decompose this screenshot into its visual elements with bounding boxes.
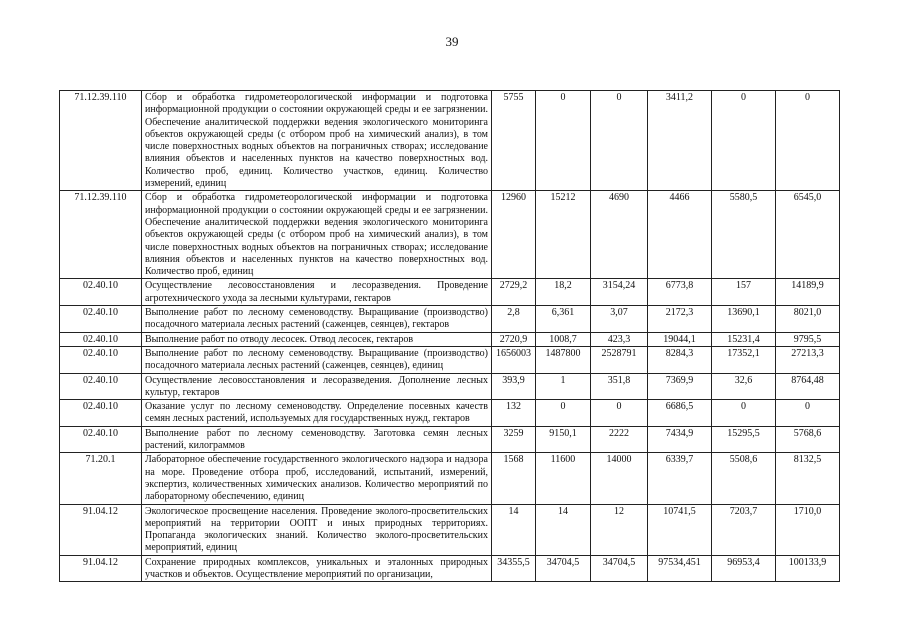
table-row xyxy=(60,400,840,427)
data-table xyxy=(59,90,840,582)
row-value-5: 0 xyxy=(712,400,776,427)
row-value-6: 27213,3 xyxy=(776,346,840,373)
row-value-5: 15231,4 xyxy=(712,332,776,346)
table-row xyxy=(60,279,840,306)
row-description: Выполнение работ по лесному семеноводству. Выращивание (производство) посадочного материала лесных растений (саженцев, сеянцев), гектаров xyxy=(142,306,492,333)
page-number: 39 xyxy=(445,34,459,49)
table-row xyxy=(60,191,840,279)
row-value-1: 2729,2 xyxy=(492,279,536,306)
row-value-6: 6545,0 xyxy=(776,191,840,279)
row-value-5: 0 xyxy=(712,91,776,191)
table-row xyxy=(60,504,840,555)
row-value-1: 132 xyxy=(492,400,536,427)
row-value-4: 3411,2 xyxy=(648,91,712,191)
row-value-4: 4466 xyxy=(648,191,712,279)
row-value-3: 0 xyxy=(591,91,648,191)
table-row xyxy=(60,346,840,373)
row-value-1: 2,8 xyxy=(492,306,536,333)
row-value-2: 1487800 xyxy=(536,346,591,373)
row-value-1: 1656003 xyxy=(492,346,536,373)
row-value-1: 393,9 xyxy=(492,373,536,400)
table-row xyxy=(60,306,840,333)
row-value-1: 5755 xyxy=(492,91,536,191)
row-value-4: 2172,3 xyxy=(648,306,712,333)
row-value-3: 3,07 xyxy=(591,306,648,333)
row-value-5: 96953,4 xyxy=(712,555,776,581)
row-code: 02.40.10 xyxy=(60,346,142,373)
row-value-2: 18,2 xyxy=(536,279,591,306)
row-value-2: 14 xyxy=(536,504,591,555)
row-value-6: 0 xyxy=(776,400,840,427)
row-value-1: 1568 xyxy=(492,453,536,504)
row-code: 02.40.10 xyxy=(60,426,142,453)
table-row xyxy=(60,373,840,400)
row-value-2: 6,361 xyxy=(536,306,591,333)
row-value-1: 14 xyxy=(492,504,536,555)
row-value-6: 0 xyxy=(776,91,840,191)
row-value-6: 14189,9 xyxy=(776,279,840,306)
row-description: Сбор и обработка гидрометеорологической информации и подготовка информационной продукции о состоянии окружающей среды и ее загрязнении. Обеспечение аналитической поддержки ведения экологического мониторинга объектов окружающей среды (с отбором проб на химический анализ), в том числе поверхностных водных объектов на пограничных створах; исследование влияния объектов и населенных пунктов на качество поверхностных вод. Количество проб, единиц xyxy=(142,191,492,279)
row-value-2: 0 xyxy=(536,91,591,191)
row-value-2: 15212 xyxy=(536,191,591,279)
row-value-3: 0 xyxy=(591,400,648,427)
row-value-4: 6773,8 xyxy=(648,279,712,306)
row-code: 91.04.12 xyxy=(60,504,142,555)
row-value-5: 15295,5 xyxy=(712,426,776,453)
row-code: 71.20.1 xyxy=(60,453,142,504)
row-value-3: 4690 xyxy=(591,191,648,279)
row-value-4: 10741,5 xyxy=(648,504,712,555)
row-value-6: 1710,0 xyxy=(776,504,840,555)
row-code: 91.04.12 xyxy=(60,555,142,581)
table-row xyxy=(60,453,840,504)
row-value-6: 5768,6 xyxy=(776,426,840,453)
table-row xyxy=(60,91,840,191)
table-row xyxy=(60,555,840,581)
row-value-3: 3154,24 xyxy=(591,279,648,306)
row-value-5: 157 xyxy=(712,279,776,306)
table-row xyxy=(60,332,840,346)
row-code: 71.12.39.110 xyxy=(60,91,142,191)
row-value-2: 34704,5 xyxy=(536,555,591,581)
row-code: 02.40.10 xyxy=(60,373,142,400)
row-value-5: 32,6 xyxy=(712,373,776,400)
row-value-2: 0 xyxy=(536,400,591,427)
row-value-2: 1008,7 xyxy=(536,332,591,346)
row-code: 02.40.10 xyxy=(60,279,142,306)
row-value-3: 2528791 xyxy=(591,346,648,373)
row-value-2: 9150,1 xyxy=(536,426,591,453)
row-description: Сбор и обработка гидрометеорологической информации и подготовка информационной продукции о состоянии окружающей среды и ее загрязнении. Обеспечение аналитической поддержки ведения экологического мониторинга объектов окружающей среды (с отбором проб на химический анализ), в том числе поверхностных водных объектов на пограничных створах; исследование влияния объектов и населенных пунктов на качество поверхностных вод. Количество проб, единиц. Количество участков, единиц. Количество измерений, единиц xyxy=(142,91,492,191)
row-description: Лабораторное обеспечение государственного экологического надзора и надзора на море. Проведение отбора проб, исследований, испытаний, измерений, экспертиз, количественных химических анализов. Количество мероприятий по лабораторному обеспечению, единиц xyxy=(142,453,492,504)
row-value-6: 8764,48 xyxy=(776,373,840,400)
row-value-1: 12960 xyxy=(492,191,536,279)
row-value-4: 97534,451 xyxy=(648,555,712,581)
row-value-4: 7369,9 xyxy=(648,373,712,400)
row-value-3: 12 xyxy=(591,504,648,555)
row-value-1: 2720,9 xyxy=(492,332,536,346)
row-value-3: 351,8 xyxy=(591,373,648,400)
row-value-3: 423,3 xyxy=(591,332,648,346)
row-value-6: 8132,5 xyxy=(776,453,840,504)
row-value-2: 11600 xyxy=(536,453,591,504)
row-value-5: 5508,6 xyxy=(712,453,776,504)
row-description: Выполнение работ по лесному семеноводству. Заготовка семян лесных растений, килограммов xyxy=(142,426,492,453)
row-value-2: 1 xyxy=(536,373,591,400)
row-value-6: 100133,9 xyxy=(776,555,840,581)
row-value-4: 8284,3 xyxy=(648,346,712,373)
row-value-4: 7434,9 xyxy=(648,426,712,453)
row-description: Осуществление лесовосстановления и лесоразведения. Проведение агротехнического ухода за лесными культурами, гектаров xyxy=(142,279,492,306)
row-code: 71.12.39.110 xyxy=(60,191,142,279)
row-value-5: 5580,5 xyxy=(712,191,776,279)
row-description: Осуществление лесовосстановления и лесоразведения. Дополнение лесных культур, гектаров xyxy=(142,373,492,400)
row-value-5: 7203,7 xyxy=(712,504,776,555)
row-value-3: 14000 xyxy=(591,453,648,504)
row-description-text: Сохранение природных комплексов, уникальных и эталонных природных участков и объектов. Осуществление мероприятий по организации, xyxy=(145,556,488,580)
row-value-3: 34704,5 xyxy=(591,555,648,581)
row-description: Оказание услуг по лесному семеноводству. Определение посевных качеств семян лесных растений, используемых для государственных нужд, гектаров xyxy=(142,400,492,427)
row-value-3: 2222 xyxy=(591,426,648,453)
row-description: Экологическое просвещение населения. Проведение эколого-просветительских мероприятий на территории ООПТ и иных природных территориях. Пропаганда экологических знаний. Количество эколого-просветительских мероприятий, единиц xyxy=(142,504,492,555)
row-value-4: 19044,1 xyxy=(648,332,712,346)
row-value-4: 6686,5 xyxy=(648,400,712,427)
row-description xyxy=(142,555,492,581)
row-code: 02.40.10 xyxy=(60,400,142,427)
row-value-1: 3259 xyxy=(492,426,536,453)
row-code: 02.40.10 xyxy=(60,332,142,346)
row-value-1: 34355,5 xyxy=(492,555,536,581)
row-value-6: 8021,0 xyxy=(776,306,840,333)
row-value-6: 9795,5 xyxy=(776,332,840,346)
row-value-4: 6339,7 xyxy=(648,453,712,504)
row-description: Выполнение работ по отводу лесосек. Отвод лесосек, гектаров xyxy=(142,332,492,346)
table-row xyxy=(60,426,840,453)
row-code: 02.40.10 xyxy=(60,306,142,333)
row-value-5: 17352,1 xyxy=(712,346,776,373)
row-value-5: 13690,1 xyxy=(712,306,776,333)
row-description: Выполнение работ по лесному семеноводству. Выращивание (производство) посадочного материала лесных растений (саженцев, сеянцев), единиц xyxy=(142,346,492,373)
